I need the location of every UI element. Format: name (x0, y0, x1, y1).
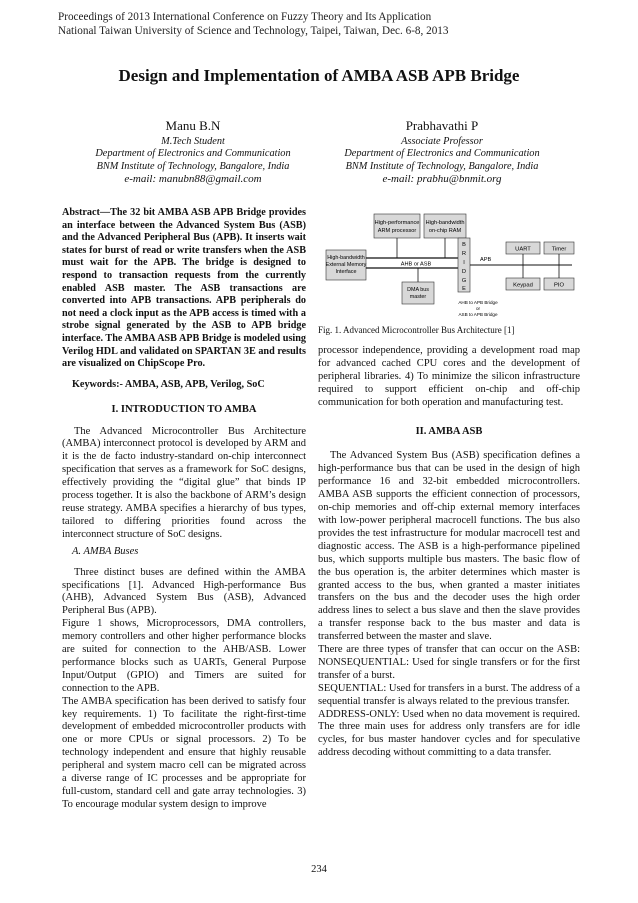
ram-label-line-2: on-chip RAM (428, 228, 462, 234)
section-2-paragraph-1: The Advanced System Bus (ASB) specification defines a high-performance bus that can be used in the design of high performance 16 and 32-bit embedded microcontrollers. AMBA ASB supports the efficient connection of processors, on-chip memories and off-chip external memory interfaces with low-power peripheral macrocell functions. The bus also provides the test infrastructure for modular macrocell test and diagnostic access. The ASB is a high-performance pipelined bus, which supports multiple bus masters. The basic flow of the bus operation is, the arbiter determines which master is granted access to the bus, when granted a master initiates transfers on the bus and the decoder uses the high order address lines to select a bus slave and then the slave provides a transfer response back to the bus master and data is transferred between the master and slave. (318, 450, 580, 643)
conference-header (58, 10, 578, 38)
author-dept: Department of Electronics and Communication (344, 148, 540, 160)
author-block-1 (48, 120, 338, 185)
section-2-paragraph-4: ADDRESS-ONLY: Used when no data movement is required. The three main uses for address only transfers are for idle cycles, for bus master handover cycles and for speculative address decoding without committing to a data transfer. (318, 708, 580, 759)
subsection-a-paragraph-1: Three distinct buses are defined within the AMBA specifications [1]. Advanced High-performance Bus (AHB), Advanced System Bus (ASB), Advanced Peripheral Bus (APB). (62, 566, 306, 617)
abstract: Abstract—The 32 bit AMBA ASB APB Bridge provides an interface between the Advanced System Bus (ASB) and the Advanced Peripheral Bus (APB). It inserts wait states for burst of read or write transfers when the ASB must wait for the APB. The bridge is designed to respond to transaction requests from the currently enabled ASB master. The ASB transactions are converted into APB transactions. APB peripherals do not need a clock input as the APB access is timed with a strobe signal generated by the ASB to APB bridge interface. The AMBA ASB APB Bridge is modeled using Verilog HDL and validated on SPARTAN 3E and results are visualized on ChipScope Pro. (62, 207, 306, 370)
author-email: e-mail: prabhu@bnmit.org (382, 172, 502, 185)
section-2-paragraph-2: There are three types of transfer that can occur on the ASB: NONSEQUENTIAL: Used for single transfers or for the first transfer of a burst. (318, 644, 580, 681)
bridge-note-line-1: AHB to APB Bridge (458, 300, 498, 305)
section-1-paragraph: The Advanced Microcontroller Bus Architecture (AMBA) interconnect protocol is developed by ARM and it is the de facto industry-standard on-chip interconnect specification that serves as a framework for SoC designs, effectively providing the “digital glue” that binds IP process together. It is also the backbone of ARM’s design reuse strategy. AMBA specifies a hierarchy of bus types, tailored to differing priorities found across the interconnect structure of SoC designs. (62, 425, 306, 540)
keywords: Keywords:- AMBA, ASB, APB, Verilog, SoC (72, 378, 265, 390)
header-line-2: National Taiwan University of Science and Technology, Taipei, Taiwan, Dec. 6-8, 2013 (58, 25, 449, 37)
bridge-note-line-3: ASB to APB Bridge (458, 312, 498, 317)
dma-master-box (402, 282, 434, 304)
author-name: Manu B.N (165, 118, 221, 133)
dma-label-line-2: master (409, 294, 427, 300)
keypad-label: Keypad (513, 282, 533, 289)
right-column (318, 345, 580, 760)
bridge-letter: G (461, 278, 467, 284)
mem-label-line-3: Interface (335, 269, 357, 275)
section-2-heading: II. AMBA ASB (415, 425, 483, 437)
mem-label-line-2: External Memory (325, 262, 367, 268)
timer-label: Timer (551, 246, 567, 253)
author-inst: BNM Institute of Technology, Bangalore, India (96, 160, 290, 172)
author-block-2 (297, 120, 587, 185)
subsection-a-paragraph-2: Figure 1 shows, Microprocessors, DMA controllers, memory controllers and other higher performance blocks are suited for connection to the AHB/ASB. Lower performance blocks such as UARTs, General Purpose Input/Output (GPIO) and Timers are suited for connection to the APB. (62, 618, 306, 694)
bridge-letter: D (461, 269, 467, 275)
bridge-letter: R (461, 251, 467, 257)
author-inst: BNM Institute of Technology, Bangalore, India (345, 160, 539, 172)
mem-label-line-1: High-bandwidth (327, 255, 365, 261)
right-paragraph-continued: processor independence, providing a development road map for advanced cached CPU cores and the development of peripheral libraries. 4) To minimize the silicon infrastructure required to support efficient on-chip and off-chip communication for both operation and manufacturing test. (318, 345, 580, 408)
author-role: M.Tech Student (161, 136, 225, 148)
apb-bus-label: APB (480, 257, 492, 263)
arm-label-line-1: High-performance (374, 220, 420, 226)
bridge-note-line-2: or (475, 306, 481, 311)
bridge-letter: E (462, 286, 466, 292)
page-number: 234 (311, 864, 327, 875)
author-dept: Department of Electronics and Communication (95, 148, 291, 160)
section-1-heading: I. INTRODUCTION TO AMBA (111, 403, 257, 415)
header-line-1: Proceedings of 2013 International Conference on Fuzzy Theory and Its Application (58, 11, 432, 23)
bridge-letter: B (462, 242, 466, 248)
paper-title: Design and Implementation of AMBA ASB APB Bridge (118, 66, 520, 85)
pio-label: PIO (554, 282, 564, 289)
left-column (62, 207, 306, 812)
arm-label-line-2: ARM processor (377, 228, 417, 234)
dma-label-line-1: DMA bus (407, 287, 429, 293)
bridge-letter: I (463, 260, 465, 266)
ahb-bus-label: AHB or ASB (400, 261, 432, 268)
figure-caption: Fig. 1. Advanced Microcontroller Bus Architecture [1] (318, 325, 515, 335)
uart-label: UART (515, 246, 531, 253)
arm-processor-box (374, 214, 420, 238)
author-email: e-mail: manubn88@gmail.com (124, 172, 262, 185)
subsection-a-heading: A. AMBA Buses (72, 545, 139, 557)
ram-label-line-1: High-bandwidth (425, 220, 465, 226)
section-2-paragraph-3: SEQUENTIAL: Used for transfers in a burst. The address of a sequential transfer is always related to the previous transfer. (318, 682, 580, 707)
amba-architecture-figure (318, 204, 580, 326)
author-role: Associate Professor (401, 136, 483, 148)
onchip-ram-box (424, 214, 466, 238)
author-name: Prabhavathi P (405, 118, 479, 133)
subsection-a-paragraph-3: The AMBA specification has been derived to satisfy four key requirements. 1) To facilitate the right-first-time development of embedded microcontroller products with one or more CPUs or signal processors. 2) To be technology independent and ensure that highly reusable peripheral and system macro cell can be migrated across a diverse range of IC processes and be appropriate for full-custom, standard cell and gate array technologies. 3) To encourage modular system design to improve (62, 695, 306, 810)
